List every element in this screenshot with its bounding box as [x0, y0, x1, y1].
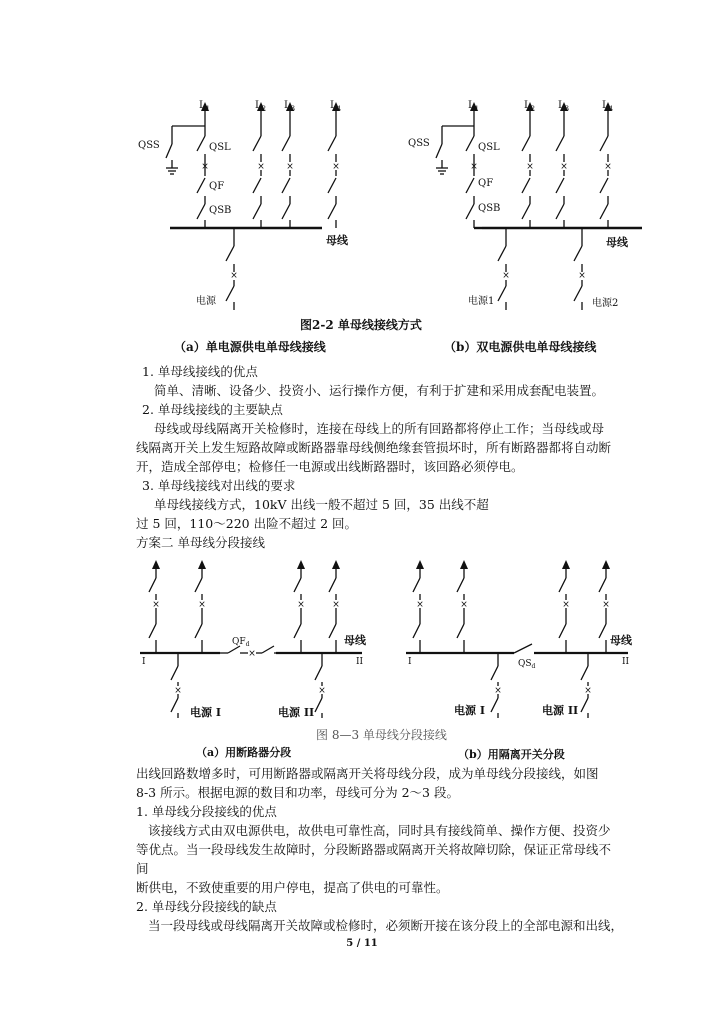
paragraph-line: 母线或母线隔离开关检修时，连接在母线上的所有回路都将停止工作；当母线或母 [154, 421, 605, 436]
paragraph-line: 8-3 所示。根据电源的数目和功率，母线可分为 2～3 段。 [136, 785, 459, 800]
heading-disadvantages: 2. 单母线接线的主要缺点 [142, 402, 283, 417]
fig1-title: 图2-2 单母线接线方式 [300, 318, 422, 332]
paragraph-line: 等优点。当一段母线发生故障时，分段断路器或隔离开关将故障切除，保证正常母线不 [136, 842, 612, 857]
paragraph-line: 该接线方式由双电源供电，故供电可靠性高，同时具有接线简单、操作方便、投资少 [148, 823, 611, 838]
svg-text:×: × [198, 600, 206, 610]
fig2b-seg2-label: II [622, 657, 630, 667]
fig1b-source2-label: 电源2 [592, 298, 619, 309]
fig1b-feeder-label: $L_4$ [602, 100, 614, 113]
fig1a-feeder-label: $L_3$ [284, 100, 296, 113]
fig1b-feeder-label: $L_3$ [558, 100, 570, 113]
paragraph-line: 单母线接线方式，10kV 出线一般不超过 5 回，35 出线不超 [154, 497, 489, 512]
fig1b-qsb-label: QSB [478, 203, 501, 214]
svg-text:×: × [332, 162, 340, 172]
svg-text:×: × [502, 271, 510, 281]
svg-text:×: × [562, 600, 570, 610]
svg-text:×: × [460, 600, 468, 610]
svg-text:×: × [297, 600, 305, 610]
fig2a-source1-label: 电源 I [190, 706, 221, 719]
fig2a-source2-label: 电源 II [278, 706, 315, 719]
fig1b-source1-label: 电源1 [468, 296, 495, 307]
fig1b-bus-label: 母线 [606, 236, 628, 249]
paragraph-line: 当一段母线或母线隔离开关故障或检修时，必须断开接在该分段上的全部电源和出线， [148, 918, 624, 933]
paragraph-line: 开，造成全部停电；检修任一电源或出线断路器时，该回路必须停电。 [136, 459, 524, 474]
svg-text:×: × [248, 649, 256, 659]
paragraph-line: 间 [136, 861, 149, 876]
paragraph-line: 过 5 回，110～220 出险不超过 2 回。 [136, 516, 357, 531]
fig2b-qs-label: $QS_d$ [518, 659, 536, 670]
heading-segment-disadvantages: 2. 单母线分段接线的缺点 [136, 899, 277, 914]
fig1b-qsl-label: QSL [478, 142, 500, 153]
svg-text:×: × [257, 162, 265, 172]
paragraph-line: 线隔离开关上发生短路故障或断路器靠母线侧绝缘套管损坏时，所有断路器都将自动断 [136, 440, 612, 455]
fig1a-bus-label: 母线 [326, 234, 348, 247]
svg-text:×: × [578, 271, 586, 281]
fig1a-feeder-label: $L_4$ [330, 100, 342, 113]
fig1a-diagram [130, 96, 370, 316]
heading-advantages: 1. 单母线接线的优点 [142, 364, 258, 379]
svg-text:×: × [318, 686, 326, 696]
fig2b-source1-label: 电源 I [454, 704, 485, 717]
fig1-caption-a: （a）单电源供电单母线接线 [174, 340, 326, 354]
fig2a-diagram [136, 556, 376, 724]
fig2-title: 图 8—3 单母线分段接线 [316, 728, 447, 742]
fig1b-feeder-label: $L_2$ [524, 100, 536, 113]
svg-text:×: × [584, 686, 592, 696]
svg-text:×: × [286, 162, 294, 172]
fig1b-qf-label: QF [478, 178, 494, 189]
fig2a-qf-label: $QF_d$ [232, 637, 250, 648]
svg-text:×: × [230, 271, 238, 281]
heading-requirements: 3. 单母线接线对出线的要求 [142, 478, 296, 493]
fig1-caption-b: （b）双电源供电单母线接线 [444, 340, 597, 354]
fig2b-bus-label: 母线 [610, 634, 632, 647]
svg-text:×: × [526, 162, 534, 172]
svg-text:×: × [174, 686, 182, 696]
svg-text:×: × [604, 162, 612, 172]
fig2a-bus-label: 母线 [344, 634, 366, 647]
svg-text:×: × [152, 600, 160, 610]
fig1a-source-label: 电源 [196, 296, 216, 307]
svg-text:×: × [470, 162, 478, 172]
fig1a-qsb-label: QSB [209, 205, 232, 216]
fig2a-seg2-label: II [356, 657, 364, 667]
fig1a-qss-label: QSS [138, 140, 160, 151]
scheme-heading: 方案二 单母线分段接线 [136, 535, 265, 550]
page-number: 5 / 11 [346, 938, 378, 949]
svg-text:×: × [494, 686, 502, 696]
fig1b-feeder-label: $L_1$ [468, 100, 480, 113]
svg-text:×: × [201, 162, 209, 172]
fig2-caption-a: （a）用断路器分段 [196, 746, 292, 759]
fig2b-diagram [402, 556, 642, 724]
fig2b-seg1-label: I [408, 657, 412, 667]
fig1b-qss-label: QSS [408, 138, 430, 149]
paragraph-line: 断供电，不致使重要的用户停电，提高了供电的可靠性。 [136, 880, 449, 895]
fig1a-feeder-label: $L_2$ [255, 100, 267, 113]
fig1b-diagram [402, 96, 652, 316]
fig2b-source2-label: 电源 II [542, 704, 579, 717]
fig1a-qsl-label: QSL [209, 142, 231, 153]
svg-text:×: × [602, 600, 610, 610]
svg-text:×: × [416, 600, 424, 610]
fig1a-qf-label: QF [209, 181, 225, 192]
heading-segment-advantages: 1. 单母线分段接线的优点 [136, 804, 277, 819]
paragraph: 简单、清晰、设备少、投资小、运行操作方便，有利于扩建和采用成套配电装置。 [154, 383, 605, 398]
fig2a-seg1-label: I [142, 657, 146, 667]
fig1a-feeder-label: $L_1$ [199, 100, 211, 113]
fig2-caption-b: （b）用隔离开关分段 [458, 748, 565, 761]
paragraph-line: 出线回路数增多时，可用断路器或隔离开关将母线分段，成为单母线分段接线，如图 [136, 766, 599, 781]
svg-text:×: × [332, 600, 340, 610]
svg-text:×: × [560, 162, 568, 172]
